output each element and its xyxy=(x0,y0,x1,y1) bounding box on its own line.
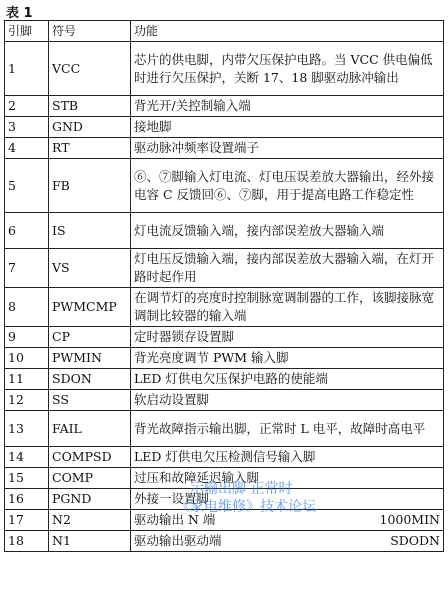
table-caption: 表 1 xyxy=(6,6,33,21)
table-row xyxy=(5,327,444,348)
table-row xyxy=(5,288,444,327)
pin-symbol: N1 xyxy=(49,531,131,552)
pin-function-text: 驱动输出 N 端 xyxy=(134,512,216,527)
pin-function: 灯电流反馈输入端，接内部误差放大器输入端 xyxy=(131,213,444,249)
pin-function: 接地脚 xyxy=(131,117,444,138)
pin-function-table xyxy=(4,20,444,552)
pin-number: 18 xyxy=(5,531,49,552)
pin-symbol: FB xyxy=(49,159,131,213)
header-pin: 引脚 xyxy=(5,21,49,42)
pin-symbol: IS xyxy=(49,213,131,249)
table-row xyxy=(5,249,444,288)
pin-number: 7 xyxy=(5,249,49,288)
table-row xyxy=(5,138,444,159)
table-row xyxy=(5,348,444,369)
watermark-line-2: 《家电维修》技术论坛 xyxy=(176,499,316,515)
pin-symbol: COMPSD xyxy=(49,447,131,468)
pin-number: 9 xyxy=(5,327,49,348)
pin-function: 芯片的供电脚，内带欠压保护电路。当 VCC 供电偏低时进行欠压保护，关断 17、18 脚驱动脉冲输出 xyxy=(131,42,444,96)
table-row xyxy=(5,390,444,411)
pin-symbol: VS xyxy=(49,249,131,288)
pin-symbol: PWMIN xyxy=(49,348,131,369)
pin-function: 过压和故障延迟输入脚 xyxy=(131,468,444,489)
table-row xyxy=(5,42,444,96)
pin-function: 背光开/关控制输入端 xyxy=(131,96,444,117)
table-row xyxy=(5,510,444,531)
pin-number: 5 xyxy=(5,159,49,213)
pin-symbol: N2 xyxy=(49,510,131,531)
pin-number: 16 xyxy=(5,489,49,510)
pin-function-extra: SDODN xyxy=(390,533,440,548)
pin-number: 3 xyxy=(5,117,49,138)
pin-number: 2 xyxy=(5,96,49,117)
watermark-line-1: 示输出脚 正常时 xyxy=(190,481,293,497)
pin-function: 软启动设置脚 xyxy=(131,390,444,411)
pin-function: 外接一设置脚 xyxy=(131,489,444,510)
pin-symbol: PWMCMP xyxy=(49,288,131,327)
pin-function: 在调节灯的亮度时控制脉宽调制器的工作，该脚接脉宽调制比较器的输入端 xyxy=(131,288,444,327)
pin-symbol: SS xyxy=(49,390,131,411)
table-row xyxy=(5,468,444,489)
table-row xyxy=(5,447,444,468)
pin-number: 17 xyxy=(5,510,49,531)
table-header-row xyxy=(5,21,444,42)
pin-function: LED 灯供电欠压检测信号输入脚 xyxy=(131,447,444,468)
pin-function xyxy=(131,510,444,531)
pin-function: ⑥、⑦脚输入灯电流、灯电压误差放大器输出，经外接电容 C 反馈回⑥、⑦脚，用于提高电路工作稳定性 xyxy=(131,159,444,213)
pin-number: 15 xyxy=(5,468,49,489)
pin-number: 8 xyxy=(5,288,49,327)
table-body xyxy=(5,42,444,552)
table-row xyxy=(5,489,444,510)
pin-symbol: CP xyxy=(49,327,131,348)
pin-function-text: 驱动输出驱动端 xyxy=(134,533,222,548)
pin-number: 13 xyxy=(5,411,49,447)
pin-number: 4 xyxy=(5,138,49,159)
pin-function: LED 灯供电欠压保护电路的使能端 xyxy=(131,369,444,390)
table-row xyxy=(5,531,444,552)
pin-function-extra: 1000MIN xyxy=(379,512,440,527)
pin-function: 灯电压反馈输入端，接内部误差放大器输入端，在灯开路时起作用 xyxy=(131,249,444,288)
pin-symbol: STB xyxy=(49,96,131,117)
pin-symbol: PGND xyxy=(49,489,131,510)
pin-number: 1 xyxy=(5,42,49,96)
pin-symbol: COMP xyxy=(49,468,131,489)
pin-function: 背光故障指示输出脚，正常时 L 电平，故障时高电平 xyxy=(131,411,444,447)
pin-symbol: SDON xyxy=(49,369,131,390)
table-row xyxy=(5,159,444,213)
pin-number: 12 xyxy=(5,390,49,411)
header-symbol: 符号 xyxy=(49,21,131,42)
pin-symbol: GND xyxy=(49,117,131,138)
table-row xyxy=(5,369,444,390)
table-row xyxy=(5,411,444,447)
pin-number: 6 xyxy=(5,213,49,249)
pin-function: 定时器锁存设置脚 xyxy=(131,327,444,348)
pin-function: 背光亮度调节 PWM 输入脚 xyxy=(131,348,444,369)
pin-symbol: VCC xyxy=(49,42,131,96)
pin-function xyxy=(131,531,444,552)
pin-symbol: FAIL xyxy=(49,411,131,447)
table-row xyxy=(5,213,444,249)
table-row xyxy=(5,96,444,117)
pin-number: 14 xyxy=(5,447,49,468)
pin-symbol: RT xyxy=(49,138,131,159)
header-function: 功能 xyxy=(131,21,444,42)
pin-number: 11 xyxy=(5,369,49,390)
table-row xyxy=(5,117,444,138)
pin-function: 驱动脉冲频率设置端子 xyxy=(131,138,444,159)
pin-number: 10 xyxy=(5,348,49,369)
